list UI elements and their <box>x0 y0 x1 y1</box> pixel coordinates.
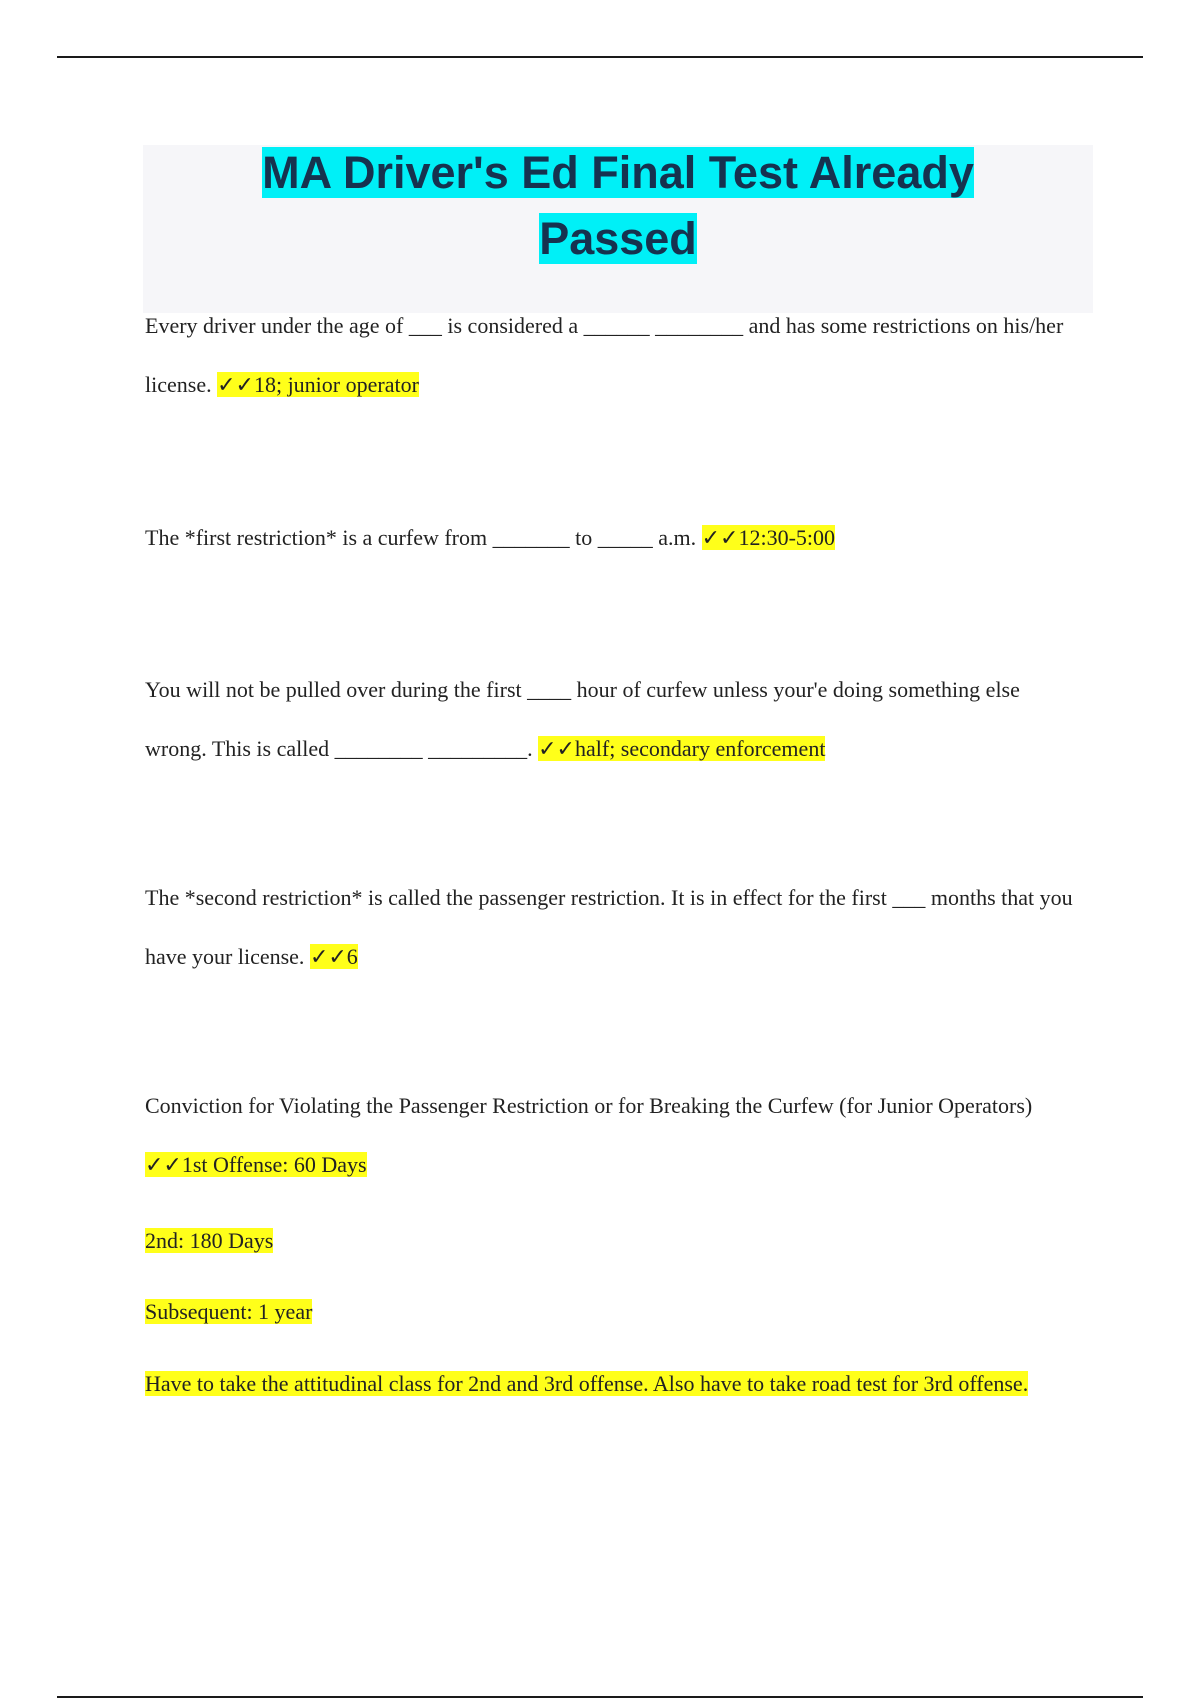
answer-highlight: ✓✓6 <box>309 944 358 969</box>
penalty-line-subsequent <box>145 1296 312 1328</box>
bottom-rule <box>57 1696 1143 1698</box>
answer-highlight: ✓✓1st Offense: 60 Days <box>145 1152 367 1177</box>
question-block-2 <box>145 508 1085 567</box>
question-block-3 <box>145 660 1085 778</box>
question-block-1 <box>145 296 1085 414</box>
question-text: The *second restriction* is called the passenger restriction. It is in effect for the first ___ months that you have your license. <box>145 885 1073 969</box>
document-title: MA Driver's Ed Final Test Already Passed <box>262 147 974 264</box>
question-text: Conviction for Violating the Passenger Restriction or for Breaking the Curfew (for Junior Operators) <box>145 1093 1033 1118</box>
question-block-5 <box>145 1076 1085 1194</box>
top-rule <box>57 56 1143 58</box>
answer-highlight: ✓✓18; junior operator <box>217 372 419 397</box>
answer-highlight: Have to take the attitudinal class for 2nd and 3rd offense. Also have to take road test for 3rd offense. <box>145 1371 1029 1396</box>
answer-highlight: 2nd: 180 Days <box>145 1228 274 1253</box>
title-banner <box>143 145 1093 313</box>
penalty-line-2nd <box>145 1225 273 1257</box>
question-text: Every driver under the age of ___ is considered a ______ ________ and has some restrictions on his/her license. <box>145 313 1064 397</box>
penalty-note <box>145 1356 1085 1411</box>
answer-highlight: ✓✓12:30-5:00 <box>701 525 836 550</box>
question-text: The *first restriction* is a curfew from _______ to _____ a.m. <box>145 525 697 550</box>
answer-highlight: Subsequent: 1 year <box>145 1299 313 1324</box>
answer-highlight: ✓✓half; secondary enforcement <box>538 736 826 761</box>
question-block-4 <box>145 868 1085 986</box>
question-text: You will not be pulled over during the first ____ hour of curfew unless your'e doing something else wrong. This is called ________ _________. <box>145 677 1020 761</box>
